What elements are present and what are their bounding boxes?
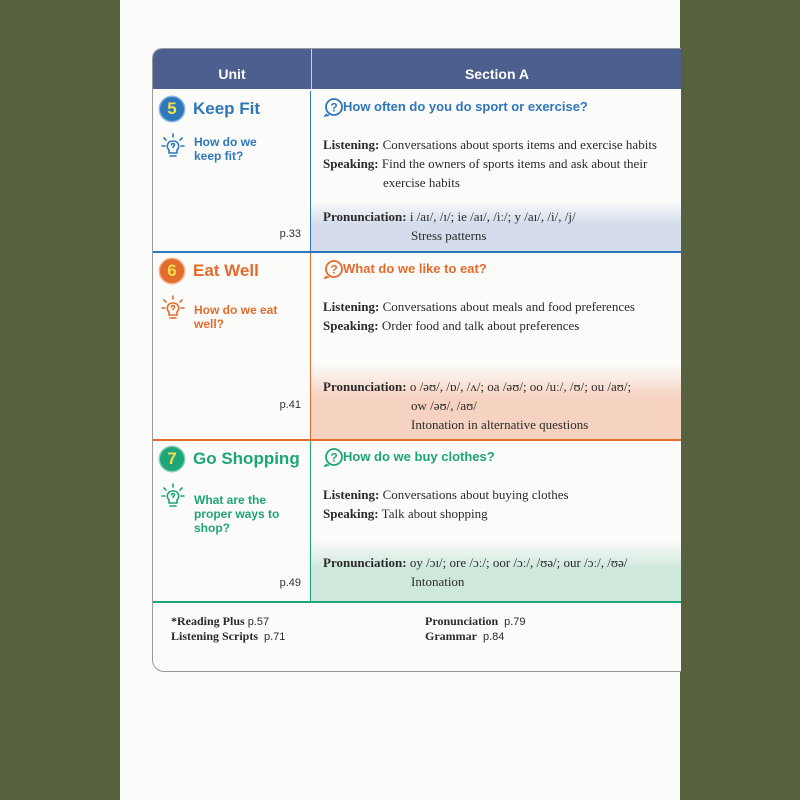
unit-page-ref: p.41 xyxy=(279,399,301,411)
unit-number-badge: 7 xyxy=(160,447,184,471)
unit-page-ref: p.33 xyxy=(279,228,301,240)
listening-text: Conversations about buying clothes xyxy=(382,487,569,502)
unit-title: Eat Well xyxy=(193,261,259,280)
footer-label: Listening Scripts xyxy=(171,629,259,643)
unit-row-7 xyxy=(153,441,681,603)
speaking-text: Order food and talk about preferences xyxy=(381,318,580,333)
pronunciation-box xyxy=(311,201,681,251)
header-unit: Unit xyxy=(218,66,246,82)
footer-reading-plus xyxy=(171,614,269,629)
pronunciation-line-1: i /aɪ/, /ɪ/; ie /aɪ/, /iː/; y /aɪ/, /i/, /j/ xyxy=(409,209,576,224)
unit-number-badge: 5 xyxy=(160,97,184,121)
listening-label: Listening: xyxy=(323,299,380,314)
footer-listening-scripts xyxy=(171,629,285,644)
svg-text:?: ? xyxy=(330,100,338,115)
section-question: What do we like to eat? xyxy=(343,261,487,276)
footer-page: p.79 xyxy=(504,616,526,628)
pronunciation-line-3: Intonation in alternative questions xyxy=(411,417,589,432)
unit-question: How do we eat well? xyxy=(194,303,278,331)
question-bubble-icon xyxy=(324,259,344,279)
pronunciation-line-2: ow /əʊ/, /aʊ/ xyxy=(411,398,477,413)
listening-label: Listening: xyxy=(323,137,380,152)
unit-row-5 xyxy=(153,91,681,253)
row-divider xyxy=(153,601,681,603)
footer-label: Grammar xyxy=(425,629,477,643)
lightbulb-question-icon xyxy=(161,295,185,321)
listening-label: Listening: xyxy=(323,487,380,502)
pronunciation-line-1: o /əʊ/, /ɒ/, /ʌ/; oa /əʊ/; oo /uː/, /ʊ/; ou /aʊ/; xyxy=(409,379,632,394)
pronunciation-box xyxy=(311,365,681,439)
lightbulb-question-icon xyxy=(161,133,185,159)
listening-text: Conversations about sports items and exercise habits xyxy=(382,137,657,152)
pronunciation-line-2: Intonation xyxy=(411,574,465,589)
unit-question: How do we keep fit? xyxy=(194,135,257,163)
unit-title: Go Shopping xyxy=(193,449,300,468)
footer-label: *Reading Plus xyxy=(171,614,245,628)
question-bubble-icon xyxy=(324,97,344,117)
footer-grammar xyxy=(425,629,504,644)
section-question: How often do you do sport or exercise? xyxy=(343,99,588,114)
svg-text:?: ? xyxy=(330,262,338,277)
speaking-label: Speaking: xyxy=(323,506,379,521)
unit-page-ref: p.49 xyxy=(279,577,301,589)
section-details xyxy=(323,485,673,523)
section-details xyxy=(323,135,673,192)
footer-pronunciation xyxy=(425,614,526,629)
section-question: How do we buy clothes? xyxy=(343,449,495,464)
pronunciation-line-1: oy /ɔɪ/; ore /ɔː/; oor /ɔː/, /ʊə/; our /ɔː/, /ʊə/ xyxy=(409,555,628,570)
contents-table xyxy=(152,48,681,672)
pronunciation-box xyxy=(311,541,681,601)
lightbulb-question-icon xyxy=(161,483,185,509)
table-header xyxy=(153,49,681,89)
footer-page: p.71 xyxy=(264,631,286,643)
svg-text:?: ? xyxy=(330,450,338,465)
speaking-label: Speaking: xyxy=(323,156,379,171)
pronunciation-label: Pronunciation: xyxy=(323,555,407,570)
unit-row-6 xyxy=(153,253,681,441)
pronunciation-label: Pronunciation: xyxy=(323,209,407,224)
speaking-text: Talk about shopping xyxy=(381,506,488,521)
speaking-text: Find the owners of sports items and ask about their exercise habits xyxy=(381,156,648,190)
question-bubble-icon xyxy=(324,447,344,467)
unit-question: What are the proper ways to shop? xyxy=(194,493,280,535)
pronunciation-line-2: Stress patterns xyxy=(411,228,487,243)
pronunciation-label: Pronunciation: xyxy=(323,379,407,394)
footer-page: p.57 xyxy=(247,616,270,628)
footer-page: p.84 xyxy=(482,631,505,643)
listening-text: Conversations about meals and food preferences xyxy=(382,299,635,314)
section-details xyxy=(323,297,673,335)
unit-number-badge: 6 xyxy=(160,259,184,283)
footer-label: Pronunciation xyxy=(425,614,499,628)
unit-title: Keep Fit xyxy=(193,99,261,118)
header-section-a: Section A xyxy=(311,49,681,89)
speaking-label: Speaking: xyxy=(323,318,379,333)
